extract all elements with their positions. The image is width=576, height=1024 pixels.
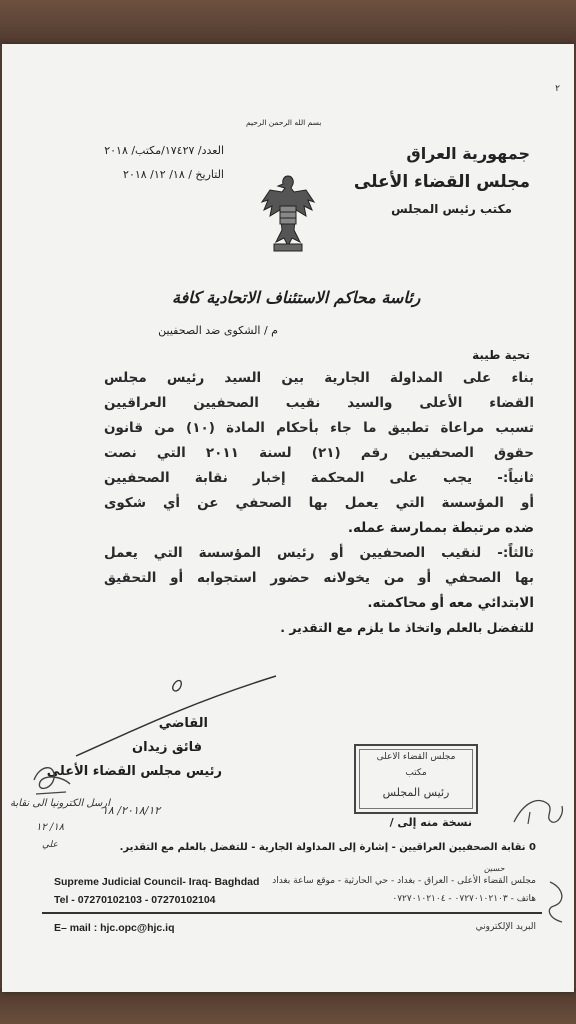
- copy-to-label: نسخة منه إلى /: [389, 816, 472, 829]
- greeting: تحية طيبة: [472, 348, 530, 362]
- copy-to-line: 0 نقابة الصحفيين العراقيين - إشارة إلى المداولة الجارية - للتفضل بالعلم مع التقدير.: [119, 842, 536, 853]
- signature-title: القاضي: [158, 716, 208, 731]
- body-line-8: ثالثاً:- لنقيب الصحفيين أو رئيس المؤسسة التي يعمل: [104, 545, 534, 561]
- reference-number: العدد/ ١٧٤٢٧/مكتب/ ٢٠١٨: [104, 144, 224, 157]
- country-title: جمهورية العراق: [406, 144, 530, 163]
- signature-position: رئيس مجلس القضاء الأعلى: [46, 764, 222, 779]
- letter-page: [2, 44, 574, 992]
- body-line-5: ثانياً:- يجب على المحكمة إخبار نقابة الصحفيين: [104, 470, 534, 486]
- body-line-3: تسبب مراعاة تطبيق ما جاء بأحكام المادة (١٠) من قانون: [104, 420, 534, 436]
- footer-en-email: E– mail : hjc.opc@hjc.iq: [54, 922, 175, 934]
- office-stamp: [354, 744, 478, 814]
- body-line-7: ضده مرتبطة بممارسة عمله.: [347, 520, 534, 536]
- handwritten-note-name: علي: [42, 840, 58, 850]
- body-line-6: أو المؤسسة التي يعمل بها الصحفي عن أي شكوى: [104, 495, 534, 511]
- footer-ar-address: مجلس القضاء الأعلى - العراق - بغداد - حي الحارثية - موقع ساعة بغداد: [272, 876, 536, 886]
- basmala: بسم الله الرحمن الرحيم: [246, 118, 322, 127]
- closing-line: للتفضل بالعلم واتخاذ ما يلزم مع التقدير .: [280, 620, 534, 635]
- council-title: مجلس القضاء الأعلى: [353, 172, 530, 192]
- page-number: ٢: [555, 84, 560, 94]
- footer-en-tel: Tel - 07270102103 - 07270102104: [54, 894, 216, 906]
- body-line-9: بها الصحفي أو من يخولانه حضور استجوابه أو التحقيق: [104, 570, 534, 586]
- stamp-line-3: رئيس المجلس: [382, 786, 450, 799]
- stamp-line-2: مكتب: [405, 768, 427, 778]
- signature-name: فائق زيدان: [132, 740, 202, 755]
- sign-date: ٢٠١٨/١٢/ ١٨: [102, 804, 161, 817]
- stamp-line-1: مجلس القضاء الاعلى: [376, 752, 456, 762]
- table-background-top: [0, 0, 576, 46]
- body-line-10: الابتدائي معه أو محاكمته.: [367, 595, 534, 611]
- handwritten-mark-right: [508, 792, 568, 832]
- eagle-emblem-icon: [258, 170, 318, 254]
- handwritten-initials: [26, 760, 76, 800]
- office-title: مكتب رئيس المجلس: [391, 202, 512, 216]
- reference-date: التاريخ / ١٨/ ١٢/ ٢٠١٨: [123, 168, 224, 181]
- handwritten-note-right: حسين: [484, 864, 505, 873]
- body-line-1: بناء على المداولة الجارية بين السيد رئيس مجلس: [104, 370, 534, 386]
- footer-divider: [42, 912, 542, 914]
- footer-ar-phone: هاتف - ٠٧٢٧٠١٠٢١٠٣ - ٠٧٢٧٠١٠٢١٠٤: [392, 894, 536, 904]
- footer-ar-email: البريد الإلكتروني: [475, 922, 536, 932]
- handwritten-signature-right: [540, 878, 572, 926]
- body-line-2: القضاء الأعلى والسيد نقيب الصحفيين العراقيين: [104, 395, 534, 411]
- handwritten-note-date: ١٨/ ١٢: [36, 822, 65, 833]
- subject-line: م / الشكوى ضد الصحفيين: [158, 324, 278, 337]
- table-background-bottom: [0, 988, 576, 1024]
- addressee: رئاسة محاكم الاستئناف الاتحادية كافة: [172, 288, 421, 307]
- handwritten-note-left: ارسل الكترونيا الى نقابة: [10, 798, 110, 809]
- body-line-4: حقوق الصحفيين رقم (٢١) لسنة ٢٠١١ التي نصت: [104, 445, 535, 461]
- footer-en-name: Supreme Judicial Council- Iraq- Baghdad: [54, 876, 260, 888]
